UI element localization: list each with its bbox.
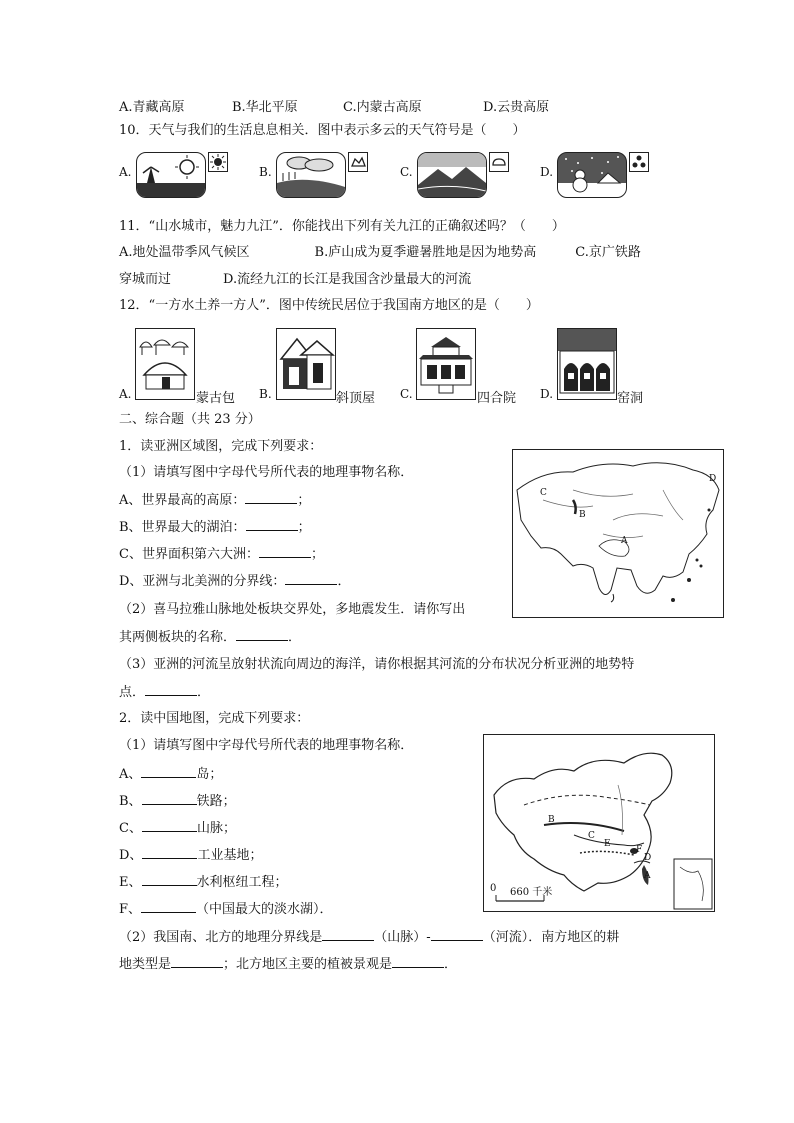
q10-label-b: B. <box>259 165 272 179</box>
answer-blank[interactable] <box>246 518 298 531</box>
map-letter-c: C <box>540 488 547 498</box>
answer-blank[interactable] <box>285 572 337 585</box>
snow-icon <box>629 152 649 172</box>
q1-item-b: B、世界最大的湖泊： ； <box>119 520 311 535</box>
q10-picture-a <box>136 152 206 198</box>
section-2-title: 二、综合题（共 23 分） <box>119 412 261 427</box>
map-letter-d: D <box>709 474 717 484</box>
q1-sub2-line1: （2）喜马拉雅山脉地处板块交界处，多地震发生．请你写出 <box>119 602 466 617</box>
q9-option-a: A.青藏高原 <box>119 100 185 115</box>
overcast-icon <box>489 152 509 172</box>
answer-blank[interactable] <box>142 846 197 859</box>
answer-blank[interactable] <box>145 683 197 696</box>
q12-label-b: B. <box>259 387 272 401</box>
answer-blank[interactable] <box>431 928 483 941</box>
answer-blank[interactable] <box>142 819 197 832</box>
q2-item-b: B、 铁路； <box>119 794 236 809</box>
q10-picture-b <box>276 152 346 198</box>
q2-sub1: （1）请填写图中字母代号所代表的地理事物名称． <box>119 738 414 753</box>
q12-name-d: 窑洞 <box>617 391 644 406</box>
china-letter-d: D <box>644 853 652 863</box>
q10-label-a: A. <box>119 165 132 179</box>
q1-sub1: （1）请填写图中字母代号所代表的地理事物名称． <box>119 465 414 480</box>
answer-blank[interactable] <box>236 628 288 641</box>
q2-item-f: F、 （中国最大的淡水湖）． <box>119 902 333 917</box>
answer-blank[interactable] <box>245 491 297 504</box>
q1-item-a: A、世界最高的高原： ； <box>119 493 311 508</box>
q12-label-c: C. <box>400 387 413 401</box>
q9-option-c: C.内蒙古高原 <box>343 100 422 115</box>
q2-item-e: E、 水利枢纽工程； <box>119 875 288 890</box>
cloudy-icon <box>348 152 368 172</box>
q10-picture-c <box>417 152 487 198</box>
q12-stem: 12．“一方水土养一方人”．图中传统民居位于我国南方地区的是（ ） <box>119 298 539 313</box>
q9-option-b: B.华北平原 <box>232 100 298 115</box>
q2-sub2-line2: 地类型是 ；北方地区主要的植被景观是 ． <box>119 957 458 972</box>
q12-name-a: 蒙古包 <box>196 391 236 406</box>
china-letter-e: E <box>604 839 611 849</box>
answer-blank[interactable] <box>141 765 196 778</box>
q2-item-d: D、 工业基地； <box>119 848 263 863</box>
map-letter-b: B <box>579 510 586 520</box>
q1-sub3-line2: 点． ． <box>119 685 211 700</box>
answer-blank[interactable] <box>171 955 223 968</box>
scale-label: 660 千米 <box>510 887 553 898</box>
china-letter-b: B <box>548 815 555 825</box>
q2-item-a: A、 岛； <box>119 767 223 782</box>
q12-picture-sloped-roof <box>276 328 336 400</box>
china-map <box>483 734 715 912</box>
q9-option-d: D.云贵高原 <box>483 100 550 115</box>
q2-item-c: C、 山脉； <box>119 821 236 836</box>
asia-map <box>512 449 724 618</box>
q1-item-d: D、亚洲与北美洲的分界线： ． <box>119 574 351 589</box>
china-letter-c: C <box>588 831 595 841</box>
q2-stem: 2．读中国地图，完成下列要求： <box>119 711 310 726</box>
q10-label-d: D. <box>540 165 554 179</box>
q12-picture-courtyard <box>416 328 476 400</box>
q1-item-c: C、世界面积第六大洲： ； <box>119 547 324 562</box>
q12-picture-cave-dwelling <box>557 328 617 400</box>
q12-label-d: D. <box>540 387 554 401</box>
q10-label-c: C. <box>400 165 413 179</box>
q12-name-c: 四合院 <box>477 391 517 406</box>
answer-blank[interactable] <box>259 545 311 558</box>
q10-stem: 10．天气与我们的生活息息相关．图中表示多云的天气符号是（ ） <box>119 123 526 138</box>
q12-name-b: 斜顶屋 <box>336 391 376 406</box>
scale-zero: 0 <box>490 883 497 894</box>
map-letter-a: A <box>621 536 628 546</box>
q1-sub3-line1: （3）亚洲的河流呈放射状流向周边的海洋，请你根据其河流的分布状况分析亚洲的地势特 <box>119 657 635 672</box>
answer-blank[interactable] <box>141 900 196 913</box>
q12-picture-yurt <box>135 328 195 400</box>
q1-stem: 1．读亚洲区域图，完成下列要求： <box>119 439 323 454</box>
sun-icon <box>208 152 228 172</box>
q12-label-a: A. <box>119 387 132 401</box>
q2-sub2-line1: （2）我国南、北方的地理分界线是 （山脉）- （河流）．南方地区的耕 <box>119 930 620 945</box>
answer-blank[interactable] <box>392 955 444 968</box>
q1-sub2-line2: 其两侧板块的名称． ． <box>119 630 302 645</box>
q10-picture-d <box>557 152 627 198</box>
answer-blank[interactable] <box>142 792 197 805</box>
china-letter-f: F <box>636 845 643 855</box>
answer-blank[interactable] <box>142 873 197 886</box>
q11-stem: 11．“山水城市，魅力九江”．你能找出下列有关九江的正确叙述吗？（ ） <box>119 219 565 234</box>
q11-options-line2: 穿城而过 D.流经九江的长江是我国含沙量最大的河流 <box>119 272 472 287</box>
china-letter-a: A <box>644 871 651 881</box>
answer-blank[interactable] <box>322 928 374 941</box>
q11-options-line1: A.地处温带季风气候区 B.庐山成为夏季避暑胜地是因为地势高 C.京广铁路 <box>119 245 641 260</box>
